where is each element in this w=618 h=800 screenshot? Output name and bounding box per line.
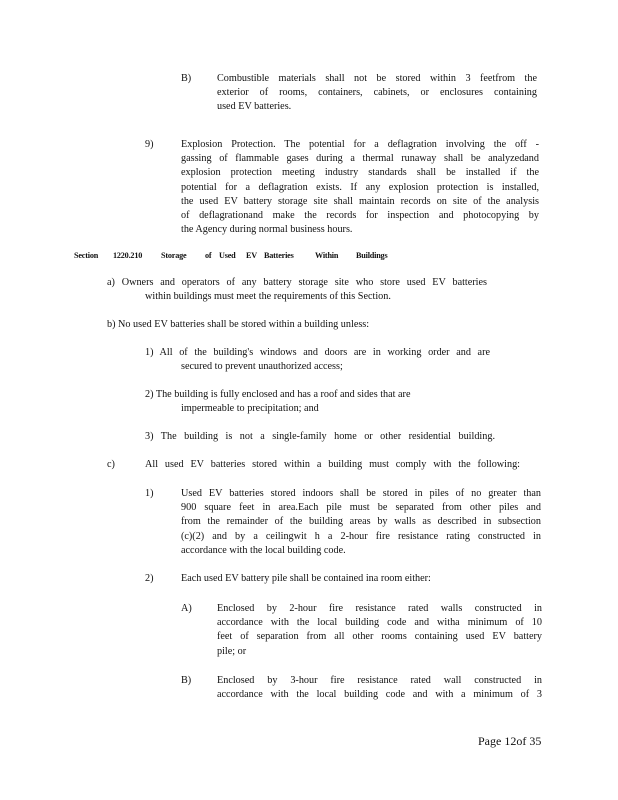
text-line: Used EV batteries stored indoors shall be stored in piles of no greater than: [181, 488, 541, 499]
text-line: Enclosed by 3-hour fire resistance rated wall constructed in: [217, 675, 542, 686]
text-line: pile; or: [217, 645, 247, 657]
text-line: from the remainder of the building areas by walls as described in subsection: [181, 516, 541, 528]
text-line: Explosion Protection. The potential for a deflagration involving the off -: [181, 139, 539, 150]
text-line: 3) The building is not a single-family home or other residential building.: [145, 431, 495, 442]
text-line: (c)(2) and by a ceilingwit h a 2-hour fire resistance rating constructed in: [181, 530, 541, 542]
para-b: [107, 318, 417, 332]
item-label-1: 1): [145, 488, 154, 499]
sub-item-b-text: [217, 674, 542, 702]
item-label-a: A): [181, 603, 192, 614]
text-line: Enclosed by 2-hour fire resistance rated walls constructed in: [217, 603, 542, 614]
para-c-text: [145, 458, 520, 472]
text-line: a) Owners and operators of any battery storage site who store used EV batteries: [107, 277, 487, 288]
text-line: All used EV batteries stored within a building must comply with the following:: [145, 459, 520, 470]
text-line: the Agency during normal business hours.: [181, 224, 353, 236]
heading-word: EV: [246, 251, 257, 260]
item-label-c: c): [107, 459, 115, 470]
section-word: Section: [74, 251, 99, 260]
heading-word: Storage: [161, 251, 187, 260]
item-label-2: 2): [145, 573, 154, 584]
text-line: Combustible materials shall not be stored within 3 feetfrom the: [217, 73, 537, 84]
sub-item-a-text: [217, 602, 542, 659]
heading-word: Batteries: [264, 251, 294, 260]
item-label-9: 9): [145, 139, 154, 150]
item-label-b2: B): [181, 675, 192, 686]
text-line: used EV batteries.: [217, 101, 292, 113]
text-line: gassing of flammable gases during a thermal runaway shall be analyzedand: [181, 153, 539, 165]
page-number: Page 12of 35: [478, 734, 542, 748]
heading-word: Buildings: [356, 251, 388, 260]
item-b-text: [217, 72, 537, 115]
text-line: b) No used EV batteries shall be stored within a building unless:: [107, 319, 370, 330]
text-line: accordance with the local building code and with a minimum of 3: [217, 689, 542, 701]
text-line: potential for a deflagration exists. If any explosion protection is installed,: [181, 181, 539, 193]
explosion-protection-text: [181, 138, 539, 237]
section-number: 1220.210: [113, 251, 143, 260]
text-line: the used EV battery storage site shall maintain records on site of the analysis: [181, 195, 539, 207]
text-line: 1) All of the building's windows and doors are in working order and are: [145, 347, 490, 358]
para-b-item-2: [145, 388, 465, 416]
text-line: feet of separation from all other rooms containing used EV battery: [217, 631, 542, 643]
heading-word: of: [205, 251, 212, 260]
item-label-b: B): [181, 73, 192, 84]
text-line: of deflagrationand make the records for inspection and photocopying by: [181, 210, 539, 222]
para-c-item-1-text: [181, 487, 541, 558]
text-line: explosion protection meeting industry standards shall be installed if the: [181, 167, 539, 179]
para-b-item-1: [145, 346, 490, 374]
text-line: 900 square feet in area.Each pile must be separated from other piles and: [181, 502, 541, 514]
text-line: within buildings must meet the requirements of this Section.: [145, 291, 391, 303]
heading-word: Used: [219, 251, 236, 260]
text-line: accordance with the local building code and witha minimum of 10: [217, 617, 542, 629]
heading-word: Within: [315, 251, 339, 260]
text-line: 2) The building is fully enclosed and has a roof and sides that are: [145, 389, 411, 400]
text-line: accordance with the local building code.: [181, 544, 346, 556]
para-b-item-3: [145, 430, 495, 444]
text-line: secured to prevent unauthorized access;: [181, 361, 343, 373]
para-c-item-2-text: [181, 572, 481, 586]
para-a: [107, 276, 487, 304]
text-line: Each used EV battery pile shall be contained ina room either:: [181, 573, 431, 584]
text-line: impermeable to precipitation; and: [181, 403, 319, 415]
text-line: exterior of rooms, containers, cabinets, or enclosures containing: [217, 87, 537, 99]
